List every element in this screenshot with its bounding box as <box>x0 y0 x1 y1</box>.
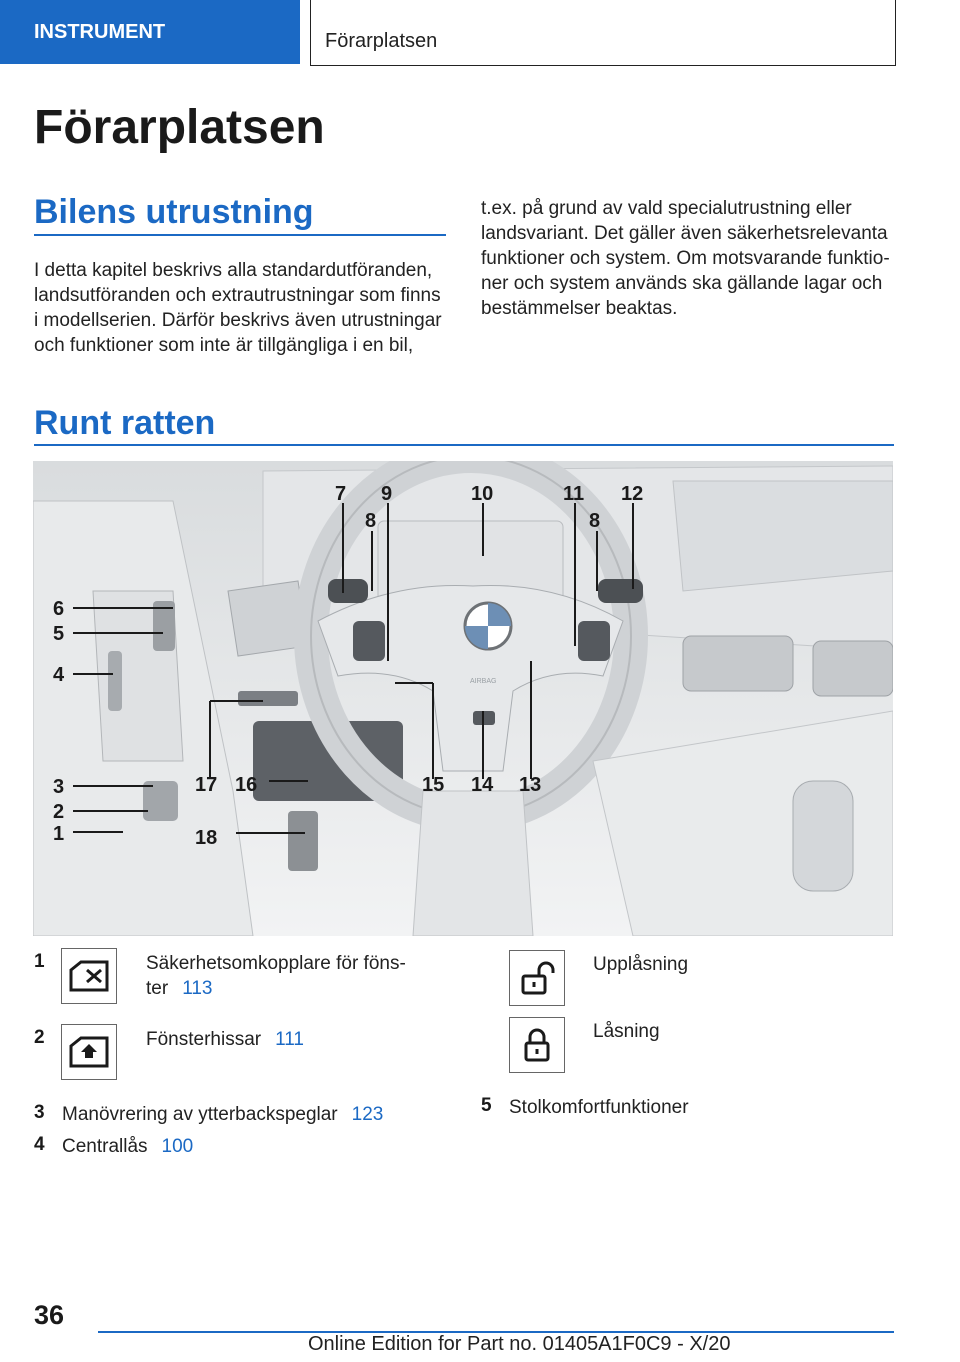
callout-7: 7 <box>335 483 347 505</box>
legend-line: ter <box>146 978 169 999</box>
callout-17: 17 <box>195 774 218 796</box>
cockpit-drawing <box>33 461 893 936</box>
callout-4: 4 <box>53 664 65 686</box>
callout-5: 5 <box>53 623 65 645</box>
section-title-equipment: Bilens utrustning <box>34 193 314 231</box>
legend-num-1: 1 <box>34 951 45 972</box>
text-line: landsvariant. Det gäller även säkerhetsrelevanta <box>481 223 888 244</box>
legend-lock-label: Låsning <box>593 1021 660 1042</box>
text-line: bestämmelser beaktas. <box>481 298 678 319</box>
legend-text-1 <box>146 951 406 1001</box>
callout-3: 3 <box>53 776 65 798</box>
page-number: 36 <box>34 1300 65 1330</box>
legend-num-2: 2 <box>34 1027 45 1048</box>
section-rule-equipment <box>34 234 446 236</box>
callout-15: 15 <box>422 774 445 796</box>
text-line: t.ex. på grund av vald specialutrustning eller <box>481 198 852 219</box>
chapter-header-label: Förarplatsen <box>325 30 438 52</box>
footer-edition: Online Edition for Part no. 01405A1F0C9 - X/20 <box>308 1333 731 1355</box>
section-tab-label: INSTRUMENT <box>34 20 166 43</box>
callout-14: 14 <box>471 774 494 796</box>
legend-num-5: 5 <box>481 1095 492 1116</box>
legend-line: Säkerhetsomkopplare för föns- <box>146 953 406 974</box>
legend-text-3 <box>62 1102 383 1127</box>
callout-16: 16 <box>235 774 258 796</box>
lock-icon <box>509 1017 565 1073</box>
callout-8-right: 8 <box>589 510 601 532</box>
legend-line: Centrallås <box>62 1136 148 1157</box>
text-line: landsutföranden och extrautrustningar som finns <box>34 285 441 306</box>
callout-10: 10 <box>471 483 494 505</box>
window-safety-switch-icon <box>61 948 117 1004</box>
page-ref-link[interactable]: 100 <box>161 1136 194 1157</box>
callout-8-left: 8 <box>365 510 377 532</box>
callout-2: 2 <box>53 801 65 823</box>
section-tab <box>0 0 300 64</box>
legend-unlock-label: Upplåsning <box>593 954 689 975</box>
callout-18: 18 <box>195 827 218 849</box>
text-line: och funktioner som inte är tillgängliga i en bil, <box>34 335 414 356</box>
page-ref-link[interactable]: 123 <box>351 1104 384 1125</box>
chapter-header <box>310 0 896 66</box>
legend-text-4 <box>62 1134 193 1159</box>
page-title: Förarplatsen <box>34 101 325 154</box>
text-line: ner och system används ska gällande lagar och <box>481 273 883 294</box>
cockpit-illustration <box>33 461 893 936</box>
legend-text-2 <box>146 1027 304 1052</box>
callout-12: 12 <box>621 483 644 505</box>
section-title-wheel: Runt ratten <box>34 404 216 442</box>
unlock-icon <box>509 950 565 1006</box>
legend-line: Manövrering av ytterbackspeglar <box>62 1104 338 1125</box>
equipment-text-col2 <box>481 196 890 321</box>
callout-13: 13 <box>519 774 542 796</box>
airbag-logo-text: AIRBAG <box>470 678 497 685</box>
callout-9: 9 <box>381 483 393 505</box>
section-rule-wheel <box>34 444 894 446</box>
legend-line: Fönsterhissar <box>146 1029 262 1050</box>
text-line: funktioner och system. Om motsvarande funktio- <box>481 248 890 269</box>
page-ref-link[interactable]: 113 <box>182 978 213 999</box>
legend-num-4: 4 <box>34 1134 45 1155</box>
callout-11: 11 <box>563 483 585 505</box>
page-ref-link[interactable]: 111 <box>275 1029 304 1050</box>
power-window-icon <box>61 1024 117 1080</box>
legend-num-3: 3 <box>34 1102 45 1123</box>
callout-6: 6 <box>53 598 65 620</box>
text-line: i modellserien. Därför beskrivs även utrustningar <box>34 310 442 331</box>
text-line: I detta kapitel beskrivs alla standardutföranden, <box>34 260 433 281</box>
legend-text-5: Stolkomfortfunktioner <box>509 1097 689 1118</box>
equipment-text-col1 <box>34 258 442 358</box>
callout-1: 1 <box>53 823 65 845</box>
